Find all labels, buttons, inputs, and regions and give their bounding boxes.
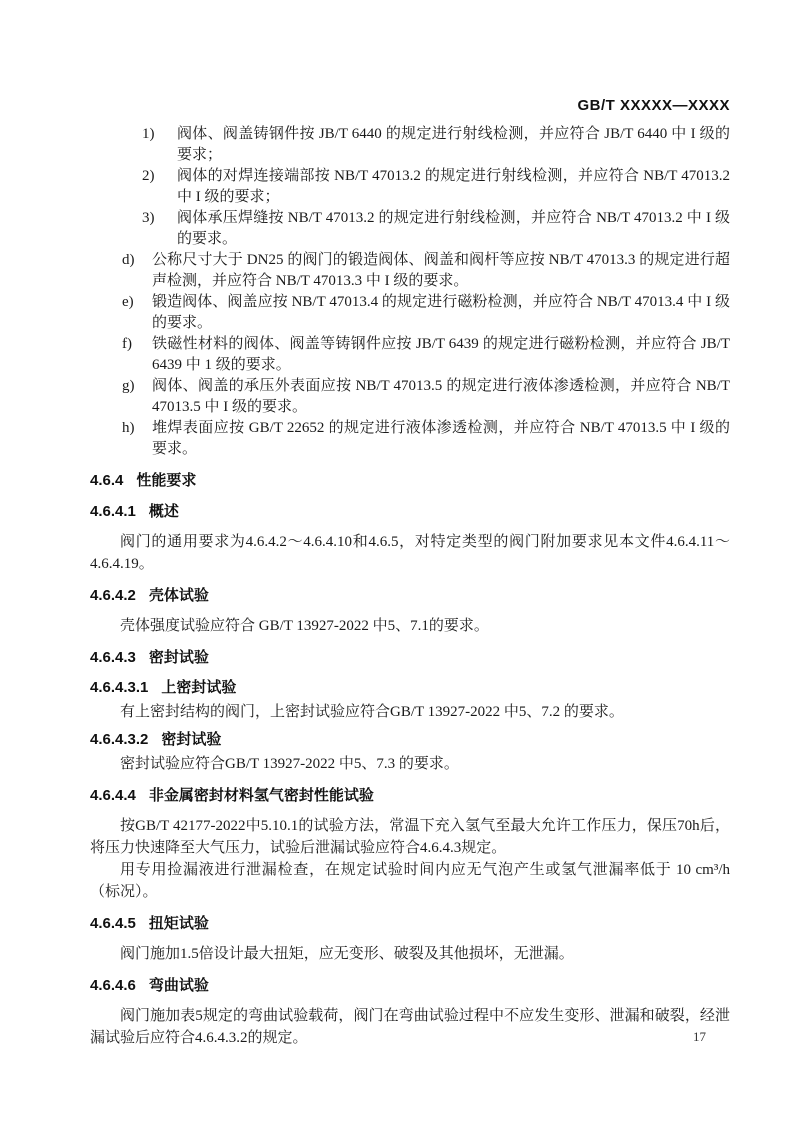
paragraph: 按GB/T 42177-2022中5.10.1的试验方法，常温下充入氢气至最大允许工作压力，保压70h后，将压力快速降至大气压力，试验后泄漏试验应符合4.6.4.3规定。 <box>90 818 730 856</box>
paragraph: 阀门的通用要求为4.6.4.2～4.6.4.10和4.6.5，对特定类型的阀门附加要求见本文件4.6.4.11～4.6.4.19。 <box>90 534 730 572</box>
section-title: 扭矩试验 <box>148 915 209 932</box>
section-number: 4.6.4.5 <box>90 915 136 932</box>
paragraph: 阀门施加1.5倍设计最大扭矩，应无变形、破裂及其他损坏，无泄漏。 <box>120 946 574 962</box>
item-marker: f) <box>122 336 132 352</box>
section-title: 上密封试验 <box>161 679 237 696</box>
section-heading-4-6-4 <box>90 470 730 491</box>
section-number: 4.6.4.1 <box>90 503 136 520</box>
list-item <box>122 376 730 418</box>
section-number: 4.6.4.6 <box>90 977 136 994</box>
section-title: 密封试验 <box>148 649 209 666</box>
paragraph: 密封试验应符合GB/T 13927-2022 中5、7.3 的要求。 <box>120 756 459 772</box>
section-heading-4-6-4-1 <box>90 501 730 522</box>
section-heading-4-6-4-4 <box>90 785 730 806</box>
item-text: 铁磁性材料的阀体、阀盖等铸钢件应按 JB/T 6439 的规定进行磁粉检测，并应符合 JB/T 6439 中 1 级的要求。 <box>152 336 730 373</box>
standard-code: GB/T XXXXX—XXXX <box>577 97 730 114</box>
paragraph: 有上密封结构的阀门，上密封试验应符合GB/T 13927-2022 中5、7.2 的要求。 <box>120 704 624 720</box>
item-marker: g) <box>122 378 135 394</box>
paragraph: 用专用捡漏液进行泄漏检查，在规定试验时间内应无气泡产生或氢气泄漏率低于 10 cm³/h（标况）。 <box>90 862 730 900</box>
item-text: 锻造阀体、阀盖应按 NB/T 47013.4 的规定进行磁粉检测，并应符合 NB/T 47013.4 中 I 级的要求。 <box>152 294 730 331</box>
list-item <box>122 292 730 334</box>
section-number: 4.6.4.3 <box>90 649 136 666</box>
item-text: 堆焊表面应按 GB/T 22652 的规定进行液体渗透检测，并应符合 NB/T 47013.5 中 I 级的要求。 <box>152 420 730 457</box>
list-item <box>142 208 730 250</box>
list-item <box>142 166 730 208</box>
section-heading-4-6-4-5 <box>90 913 730 934</box>
section-title: 概述 <box>148 503 179 520</box>
section-number: 4.6.4.4 <box>90 787 136 804</box>
list-item <box>122 418 730 460</box>
list-item <box>142 124 730 166</box>
section-title: 密封试验 <box>161 731 222 748</box>
section-title: 壳体试验 <box>148 587 209 604</box>
item-marker: e) <box>122 294 134 310</box>
item-marker: 1) <box>142 126 155 142</box>
section-title: 非金属密封材料氢气密封性能试验 <box>148 787 374 804</box>
paragraph: 阀门施加表5规定的弯曲试验载荷，阀门在弯曲试验过程中不应发生变形、泄漏和破裂，经泄漏试验后应符合4.6.4.3.2的规定。 <box>90 1008 730 1046</box>
section-number: 4.6.4 <box>90 472 124 489</box>
section-heading-4-6-4-3 <box>90 647 730 668</box>
item-text: 阀体承压焊缝按 NB/T 47013.2 的规定进行射线检测，并应符合 NB/T 47013.2 中 I 级的要求。 <box>177 210 730 247</box>
item-text: 阀体、阀盖铸钢件按 JB/T 6440 的规定进行射线检测，并应符合 JB/T 6440 中 I 级的要求； <box>177 126 730 163</box>
section-number: 4.6.4.3.2 <box>90 731 149 748</box>
item-marker: d) <box>122 252 135 268</box>
item-text: 公称尺寸大于 DN25 的阀门的锻造阀体、阀盖和阀杆等应按 NB/T 47013.3 的规定进行超声检测，并应符合 NB/T 47013.3 中 I 级的要求。 <box>152 252 730 289</box>
item-marker: 3) <box>142 210 155 226</box>
list-item <box>122 334 730 376</box>
lettered-list <box>90 250 730 460</box>
section-heading-4-6-4-3-2 <box>90 729 730 750</box>
section-number: 4.6.4.3.1 <box>90 679 149 696</box>
section-heading-4-6-4-6 <box>90 975 730 996</box>
section-heading-4-6-4-3-1 <box>90 677 730 698</box>
section-heading-4-6-4-2 <box>90 585 730 606</box>
numbered-sublist <box>90 124 730 250</box>
section-number: 4.6.4.2 <box>90 587 136 604</box>
item-marker: 2) <box>142 168 155 184</box>
item-text: 阀体、阀盖的承压外表面应按 NB/T 47013.5 的规定进行液体渗透检测，并应符合 NB/T 47013.5 中 I 级的要求。 <box>152 378 730 415</box>
list-item <box>122 250 730 292</box>
section-title: 弯曲试验 <box>148 977 209 994</box>
item-marker: h) <box>122 420 135 436</box>
item-text: 阀体的对焊连接端部按 NB/T 47013.2 的规定进行射线检测，并应符合 NB/T 47013.2 中 I 级的要求； <box>177 168 730 205</box>
page-header <box>90 97 730 114</box>
page-number: 17 <box>693 1029 706 1044</box>
paragraph: 壳体强度试验应符合 GB/T 13927-2022 中5、7.1的要求。 <box>120 618 489 634</box>
section-title: 性能要求 <box>136 472 197 489</box>
